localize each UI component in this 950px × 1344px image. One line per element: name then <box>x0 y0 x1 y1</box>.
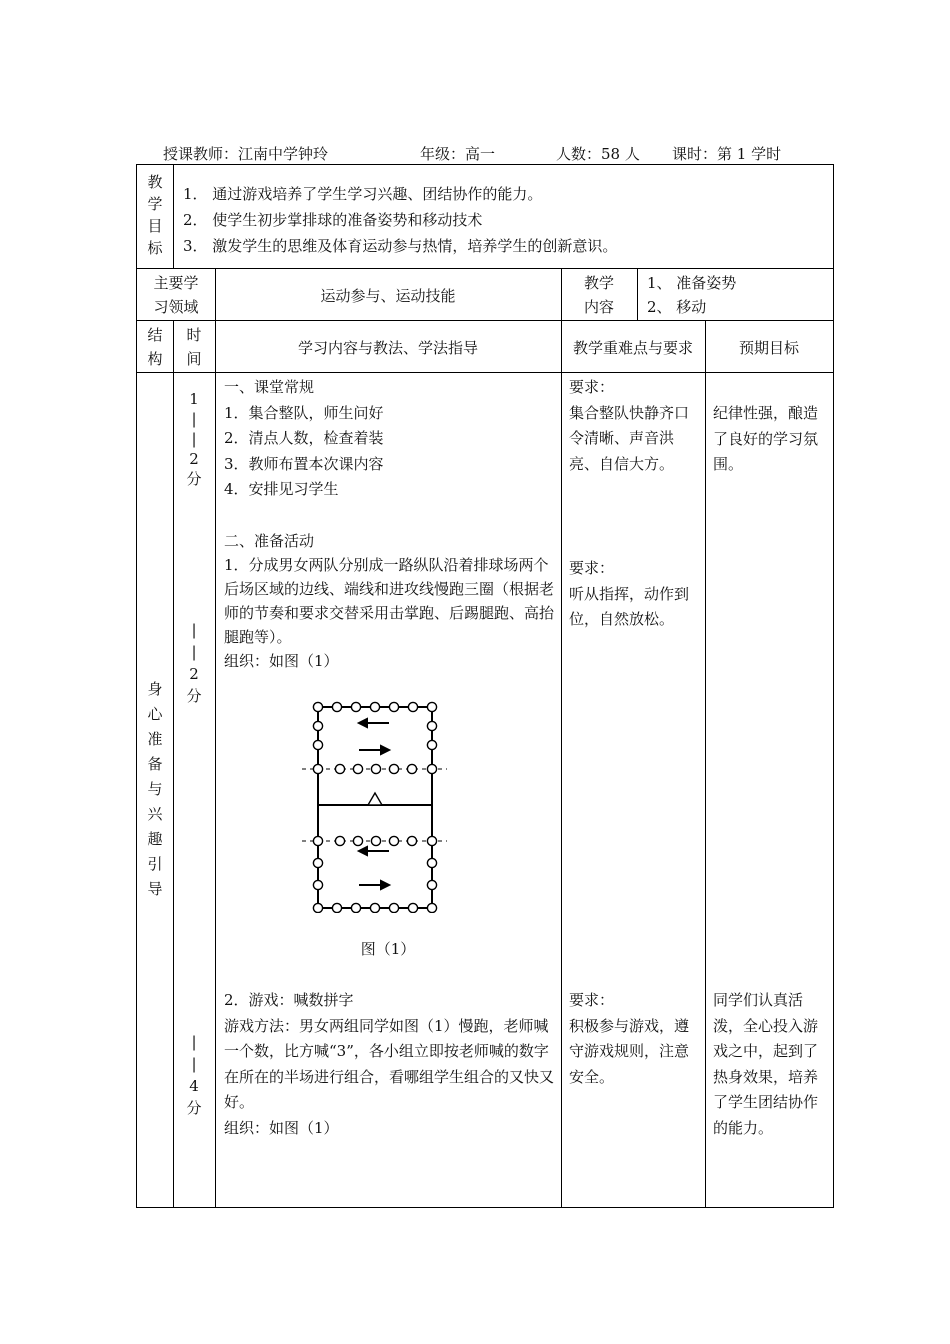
figure-caption: 图（1） <box>360 940 416 958</box>
teacher-label: 授课教师：江南中学钟玲 <box>163 145 329 163</box>
requirement-2: 要求： 听从指挥，动作到位，自然放松。 <box>569 559 690 628</box>
domain-label: 主要学 习领域 <box>153 274 199 316</box>
content-header: 学习内容与教法、学法指导 <box>297 339 478 357</box>
requirement-3: 要求： 积极参与游戏，遵守游戏规则，注意安全。 <box>569 991 690 1086</box>
time-header: 时 间 <box>186 326 202 368</box>
lesson-plan-table <box>136 164 834 1208</box>
court-diagram <box>297 693 457 913</box>
objective-item: 2． 使学生初步掌排球的准备姿势和移动技术 <box>183 211 483 229</box>
objective-item: 1． 通过游戏培养了学生学习兴趣、团结协作的能力。 <box>183 185 543 203</box>
goal-header: 预期目标 <box>738 339 799 357</box>
lesson-header <box>0 143 950 165</box>
domain-value: 运动参与、运动技能 <box>320 287 456 305</box>
requirement-1: 要求： 集合整队快静齐口令清晰、声音洪亮、自信大方。 <box>569 378 690 473</box>
teaching-content-list: 1、 准备姿势 2、 移动 <box>647 274 737 316</box>
time-cell-3: | | 4 分 <box>186 1033 202 1117</box>
content-part-2: 二、准备活动 1．分成男女两队分别成一路纵队沿着排球场两个后场区域的边线、端线和进攻线慢跑三圈（根据老师的节奏和要求交替采用击掌跑、后踢腿跑、高抬腿跑等）。 组织：如图（1） <box>224 529 556 673</box>
grade-label: 年级：高一 <box>420 145 496 163</box>
content-part-1: 一、课堂常规 1．集合整队，师生问好 2．清点人数，检查着装 3．教师布置本次课内容 4．安排见习学生 <box>224 375 556 503</box>
time-cell-1: 1 | | 2 分 <box>186 390 202 488</box>
content-part-3: 2．游戏：喊数拼字 游戏方法：男女两组同学如图（1）慢跑，老师喊一个数，比方喊“3”，各小组立即按老师喊的数字在所在的半场进行组合，看哪组学生组合的又快又好。 组织：如图（1） <box>224 988 556 1141</box>
goal-2: 同学们认真活泼，全心投入游戏之中，起到了热身效果，培养了学生团结协作的能力。 <box>713 991 819 1137</box>
teaching-content-label: 教学 内容 <box>583 274 614 316</box>
goal-1: 纪律性强，酿造了良好的学习氛围。 <box>713 404 819 473</box>
student-count-label: 人数：58 人 <box>556 145 640 163</box>
section-title: 一、课堂常规 <box>224 378 315 396</box>
section-title: 2．游戏：喊数拼字 <box>224 991 354 1009</box>
period-label: 课时：第 1 学时 <box>672 145 782 163</box>
key-points-header: 教学重难点与要求 <box>572 339 693 357</box>
structure-header: 结 构 <box>147 326 163 368</box>
objectives-label: 教 学 目 标 <box>147 173 163 257</box>
objectives-list <box>183 181 823 259</box>
section-title: 二、准备活动 <box>224 532 315 550</box>
objective-item: 3． 激发学生的思维及体育运动参与热情，培养学生的创新意识。 <box>183 237 618 255</box>
time-cell-2: | | 2 分 <box>186 621 202 705</box>
section-label: 身 心 准 备 与 兴 趣 引 导 <box>147 680 163 898</box>
